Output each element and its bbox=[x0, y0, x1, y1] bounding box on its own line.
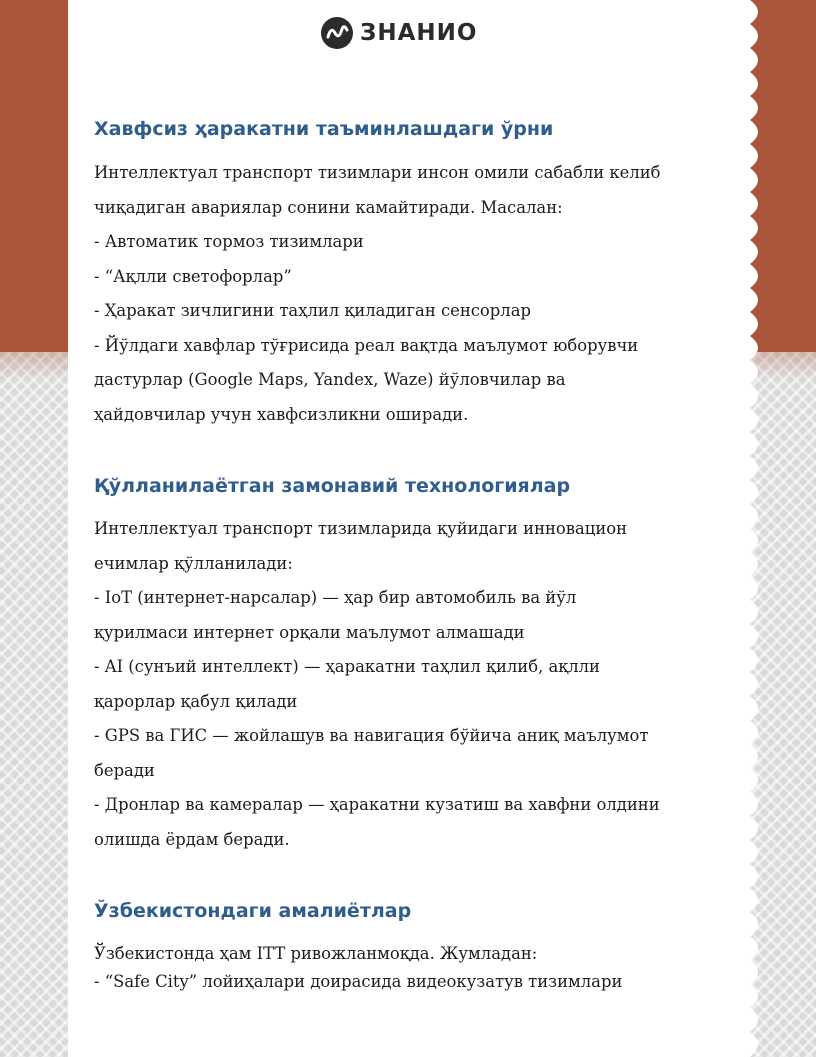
right-wave-edge bbox=[750, 0, 770, 1057]
text-line: Интеллектуал транспорт тизимларида қуйидаги инновацион bbox=[94, 519, 628, 538]
text-line: - GPS ва ГИС — жойлашув ва навигация бўйича аниқ маълумот bbox=[94, 726, 649, 745]
text-line: Интеллектуал транспорт тизимлари инсон омили сабабли келиб bbox=[94, 163, 661, 182]
text-line: қурилмаси интернет орқали маълумот алмашади bbox=[94, 622, 525, 642]
text-line: ечимлар қўлланилади: bbox=[94, 553, 293, 573]
text-line: олишда ёрдам беради. bbox=[94, 829, 290, 849]
text-line: - “Safe City” лойиҳалари доирасида видеокузатув тизимлари bbox=[94, 972, 623, 991]
section-body-safety bbox=[94, 156, 694, 432]
text-line: чиқадиган авариялар сонини камайтиради. Масалан: bbox=[94, 197, 563, 217]
section-body-uzbekistan bbox=[94, 940, 694, 996]
text-line: - IoT (интернет-нарсалар) — ҳар бир автомобиль ва йўл bbox=[94, 588, 577, 607]
text-line: - “Ақлли светофорлар” bbox=[94, 266, 292, 286]
text-line: - Ҳаракат зичлигини таҳлил қиладиган сенсорлар bbox=[94, 301, 531, 320]
section-heading-safety: Хавфсиз ҳаракатни таъминлашдаги ўрни bbox=[94, 118, 554, 140]
text-line: - Йўлдаги хавфлар тўғрисида реал вақтда маълумот юборувчи bbox=[94, 335, 639, 355]
text-line: - Автоматик тормоз тизимлари bbox=[94, 232, 364, 251]
text-line: - Дронлар ва камералар — ҳаракатни кузатиш ва хавфни олдини bbox=[94, 795, 660, 814]
right-decorative-border bbox=[750, 0, 816, 1057]
text-line: - AI (сунъий интеллект) — ҳаракатни таҳлил қилиб, ақлли bbox=[94, 657, 600, 676]
text-line: қарорлар қабул қилади bbox=[94, 691, 298, 711]
text-line: ҳайдовчилар учун хавфсизликни оширади. bbox=[94, 404, 469, 424]
text-line: беради bbox=[94, 760, 155, 780]
text-line: дастурлар (Google Maps, Yandex, Waze) йўловчилар ва bbox=[94, 370, 566, 389]
section-heading-technologies: Қўлланилаётган замонавий технологиялар bbox=[94, 475, 571, 497]
section-body-technologies bbox=[94, 512, 694, 857]
logo-text: ЗНАНИО bbox=[360, 20, 478, 46]
logo bbox=[320, 16, 477, 50]
left-decorative-border bbox=[0, 0, 68, 1057]
text-line: Ўзбекистонда ҳам ITT ривожланмоқда. Жумладан: bbox=[94, 944, 538, 963]
section-heading-uzbekistan: Ўзбекистондаги амалиётлар bbox=[94, 900, 412, 922]
znanio-logo-icon bbox=[320, 16, 354, 50]
